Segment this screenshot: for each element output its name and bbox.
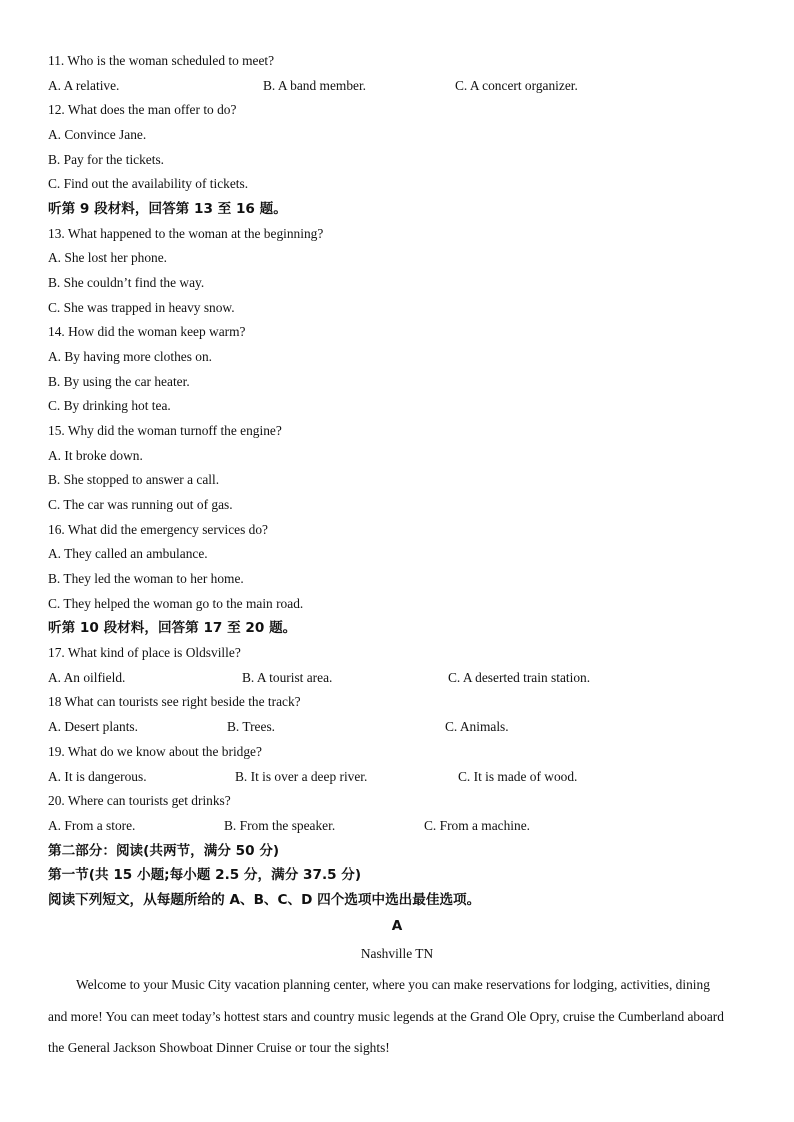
question-11: 11. Who is the woman scheduled to meet?: [48, 53, 275, 68]
passage-line-3: the General Jackson Showboat Dinner Cruise or tour the sights!: [48, 1040, 390, 1055]
part-two-heading: 第二部分：阅读(共两节，满分 50 分): [48, 843, 280, 859]
q20-option-b: B. From the speaker.: [224, 818, 336, 833]
question-17: 17. What kind of place is Oldsville?: [48, 645, 241, 660]
question-18: 18 What can tourists see right beside the track?: [48, 694, 301, 709]
q12-option-c: C. Find out the availability of tickets.: [48, 176, 249, 191]
q14-option-a: A. By having more clothes on.: [48, 349, 213, 364]
q13-option-b: B. She couldn’t find the way.: [48, 275, 205, 290]
q15-option-c: C. The car was running out of gas.: [48, 497, 233, 512]
q19-option-a: A. It is dangerous.: [48, 769, 147, 784]
passage-title: Nashville TN: [360, 946, 434, 961]
q12-option-b: B. Pay for the tickets.: [48, 152, 165, 167]
question-20: 20. Where can tourists get drinks?: [48, 793, 231, 808]
question-12: 12. What does the man offer to do?: [48, 102, 237, 117]
q18-option-a: A. Desert plants.: [48, 719, 138, 734]
q20-option-c: C. From a machine.: [424, 818, 530, 833]
q15-option-a: A. It broke down.: [48, 448, 143, 463]
section-heading-9: 听第 9 段材料，回答第 13 至 16 题。: [48, 201, 287, 217]
passage-letter: A: [391, 918, 403, 934]
q19-option-b: B. It is over a deep river.: [235, 769, 368, 784]
q19-option-c: C. It is made of wood.: [458, 769, 578, 784]
question-19: 19. What do we know about the bridge?: [48, 744, 262, 759]
question-14: 14. How did the woman keep warm?: [48, 324, 246, 339]
q17-option-b: B. A tourist area.: [242, 670, 333, 685]
q17-option-a: A. An oilfield.: [48, 670, 126, 685]
passage-line-2: and more! You can meet today’s hottest stars and country music legends at the Grand Ole Opry, cruise the Cumberland aboard: [48, 1008, 724, 1024]
q18-option-b: B. Trees.: [227, 719, 275, 734]
q12-option-a: A. Convince Jane.: [48, 127, 147, 142]
q16-option-a: A. They called an ambulance.: [48, 546, 208, 561]
q13-option-c: C. She was trapped in heavy snow.: [48, 300, 235, 315]
q13-option-a: A. She lost her phone.: [48, 250, 168, 265]
passage-line-1: Welcome to your Music City vacation planning center, where you can make reservations for lodging, activities, dining: [76, 977, 710, 992]
q17-option-c: C. A deserted train station.: [448, 670, 591, 685]
q20-option-a: A. From a store.: [48, 818, 136, 833]
q11-option-a: A. A relative.: [48, 78, 120, 93]
question-15: 15. Why did the woman turnoff the engine?: [48, 423, 282, 438]
q11-option-c: C. A concert organizer.: [455, 78, 578, 93]
section-one-heading: 第一节(共 15 小题;每小题 2.5 分，满分 37.5 分): [48, 867, 362, 883]
question-16: 16. What did the emergency services do?: [48, 522, 269, 537]
q11-option-b: B. A band member.: [263, 78, 367, 93]
section-heading-10: 听第 10 段材料，回答第 17 至 20 题。: [48, 620, 297, 636]
q16-option-b: B. They led the woman to her home.: [48, 571, 244, 586]
q16-option-c: C. They helped the woman go to the main road.: [48, 596, 304, 611]
question-13: 13. What happened to the woman at the beginning?: [48, 226, 324, 241]
q18-option-c: C. Animals.: [445, 719, 509, 734]
q15-option-b: B. She stopped to answer a call.: [48, 472, 220, 487]
passage-paragraph: [48, 977, 748, 1056]
q14-option-c: C. By drinking hot tea.: [48, 398, 171, 413]
reading-instructions: 阅读下列短文，从每题所给的 A、B、C、D 四个选项中选出最佳选项。: [48, 892, 481, 908]
q14-option-b: B. By using the car heater.: [48, 374, 190, 389]
